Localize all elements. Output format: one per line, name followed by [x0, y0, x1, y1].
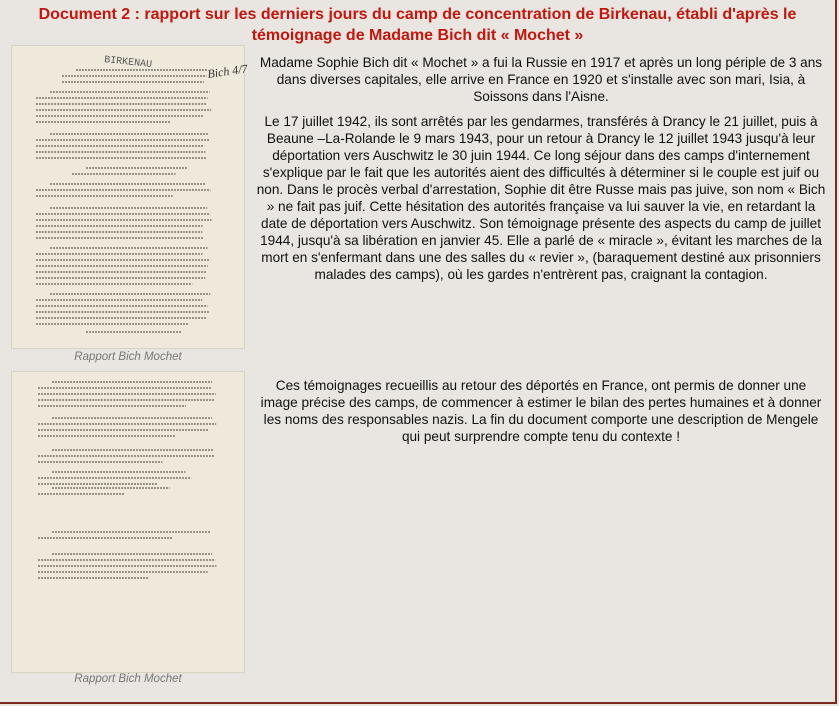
- document-image-2[interactable]: [12, 372, 244, 672]
- handwritten-note: BIRKENAU: [103, 55, 153, 71]
- document-caption-1: Rapport Bich Mochet: [74, 351, 182, 363]
- paragraph: Ces témoignages recueillis au retour des déportés en France, ont permis de donner une image précise des camps, de commencer à estimer le bilan des pertes humaines et à donner les noms des responsables nazis. La fin du document comporte une description de Mengele qui peut surprendre compte tenu du contexte !: [260, 378, 822, 444]
- typed-page-1-graphic: [12, 46, 249, 348]
- paragraph: Le 17 juillet 1942, ils sont arrêtés par les gendarmes, transférés à Drancy le 21 juillet, puis à Beaune –La-Rolande le 9 mars 1943, pour un retour à Drancy le 12 juillet 1943 jusqu'à leur déportation vers Auschwitz le 30 juin 1944. Ce long séjour dans des camps d'internement s'explique par le fait que les autorités aient des difficultés à déterminer si le couple est juif ou non. Dans le procès verbal d'arrestation, Sophie dit être Russe mais pas juive, son nom « Bich » ne fait pas juif. Cette hésitation des autorités française va lui sauver la vie, en retardant la date de déportation vers Auschwitz. Son témoignage présente des aspects du camp de juillet 1944, jusqu'à sa libération en janvier 45. Elle a parlé de « miracle », évitant les marches de la mort en s'enfermant dans une des salles du « revier », (baraquement destiné aux prisonniers malades des camps), où les gardes n'entrèrent pas, craignant la contagion.: [256, 114, 826, 282]
- text-block-2: [256, 377, 826, 453]
- folio-mark: Bich 4/7: [206, 61, 249, 81]
- page-title: [0, 4, 835, 46]
- text-block-1: [256, 54, 826, 291]
- title-line-1: Document 2 : rapport sur les derniers jours du camp de concentration de Birkenau, établi d'après le: [38, 6, 797, 23]
- title-line-2: témoignage de Madame Bich dit « Mochet »: [251, 27, 584, 44]
- document-image-1[interactable]: [12, 46, 249, 348]
- paragraph: Madame Sophie Bich dit « Mochet » a fui la Russie en 1917 et après un long périple de 3 ans dans diverses capitales, elle arrive en France en 1920 et s'installe avec son mari, Isia, à Soissons dans l'Aisne.: [259, 55, 823, 104]
- typed-page-2-graphic: [12, 372, 244, 672]
- document-caption-2: Rapport Bich Mochet: [74, 673, 182, 685]
